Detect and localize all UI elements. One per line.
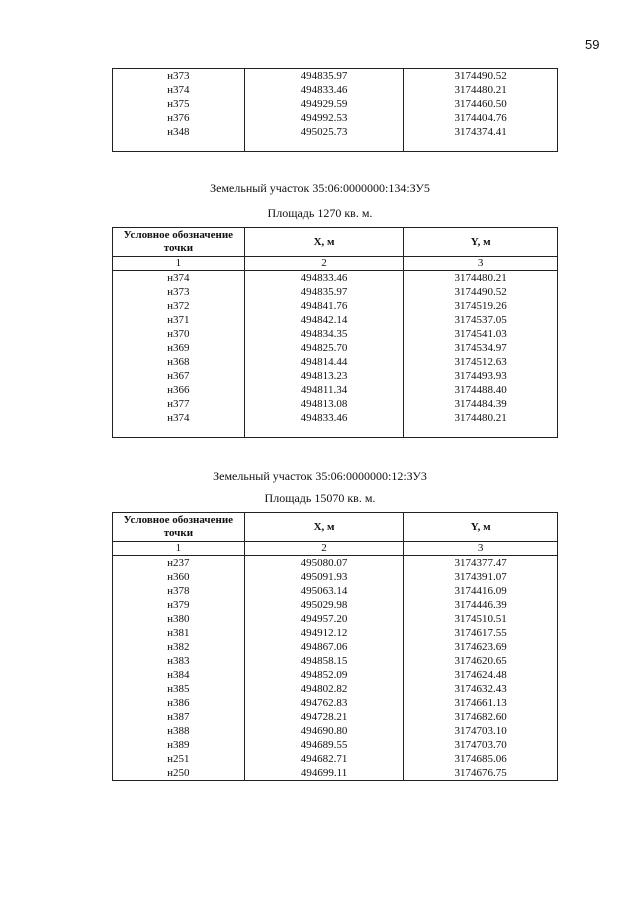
x-coordinate-cell: 494811.34 <box>244 383 404 397</box>
x-coordinate-cell: 494852.09 <box>244 668 404 682</box>
table-row <box>113 299 558 313</box>
point-id-cell: н386 <box>113 696 245 710</box>
y-coordinate-cell: 3174534.97 <box>404 341 558 355</box>
x-coordinate-cell: 494841.76 <box>244 299 404 313</box>
x-coordinate-cell: 495029.98 <box>244 598 404 612</box>
y-coordinate-cell: 3174377.47 <box>404 556 558 571</box>
y-coordinate-cell: 3174703.10 <box>404 724 558 738</box>
point-id-cell: н377 <box>113 397 245 411</box>
y-coordinate-cell: 3174490.52 <box>404 69 558 84</box>
x-coordinate-cell: 494957.20 <box>244 612 404 626</box>
column-number: 1 <box>113 257 245 271</box>
point-id-cell: н378 <box>113 584 245 598</box>
empty-row <box>113 139 558 152</box>
point-id-cell: н373 <box>113 285 245 299</box>
x-coordinate-cell: 494858.15 <box>244 654 404 668</box>
y-coordinate-cell: 3174661.13 <box>404 696 558 710</box>
table-row <box>113 313 558 327</box>
y-coordinate-cell: 3174682.60 <box>404 710 558 724</box>
x-coordinate-cell: 494802.82 <box>244 682 404 696</box>
y-coordinate-cell: 3174685.06 <box>404 752 558 766</box>
table-row <box>113 111 558 125</box>
y-coordinate-cell: 3174460.50 <box>404 97 558 111</box>
header-x: X, м <box>244 228 404 257</box>
table-body <box>113 271 558 438</box>
x-coordinate-cell: 494814.44 <box>244 355 404 369</box>
x-coordinate-cell: 495080.07 <box>244 556 404 571</box>
y-coordinate-cell: 3174617.55 <box>404 626 558 640</box>
table-row <box>113 710 558 724</box>
parcel-area: Площадь 15070 кв. м. <box>264 491 376 505</box>
empty-cell <box>113 425 245 438</box>
y-coordinate-cell: 3174676.75 <box>404 766 558 781</box>
table-row <box>113 355 558 369</box>
x-coordinate-cell: 495025.73 <box>244 125 404 139</box>
coordinates-table <box>112 512 558 781</box>
x-coordinate-cell: 494835.97 <box>244 69 404 84</box>
x-coordinate-cell: 494825.70 <box>244 341 404 355</box>
table-row <box>113 626 558 640</box>
point-id-cell: н381 <box>113 626 245 640</box>
table-row <box>113 598 558 612</box>
table-row <box>113 69 558 84</box>
y-coordinate-cell: 3174537.05 <box>404 313 558 327</box>
point-id-cell: н385 <box>113 682 245 696</box>
y-coordinate-cell: 3174519.26 <box>404 299 558 313</box>
table-body <box>113 69 558 152</box>
table-row <box>113 125 558 139</box>
y-coordinate-cell: 3174541.03 <box>404 327 558 341</box>
table-row <box>113 738 558 752</box>
point-id-cell: н237 <box>113 556 245 571</box>
y-coordinate-cell: 3174490.52 <box>404 285 558 299</box>
empty-cell <box>404 139 558 152</box>
coordinates-table-continued <box>112 68 558 152</box>
column-number: 3 <box>404 542 558 556</box>
point-id-cell: н375 <box>113 97 245 111</box>
point-id-cell: н376 <box>113 111 245 125</box>
point-id-cell: н384 <box>113 668 245 682</box>
y-coordinate-cell: 3174480.21 <box>404 411 558 425</box>
y-coordinate-cell: 3174512.63 <box>404 355 558 369</box>
table-row <box>113 83 558 97</box>
x-coordinate-cell: 494689.55 <box>244 738 404 752</box>
table-row <box>113 97 558 111</box>
parcel-area: Площадь 1270 кв. м. <box>267 206 373 220</box>
empty-cell <box>113 139 245 152</box>
x-coordinate-cell: 494833.46 <box>244 271 404 286</box>
x-coordinate-cell: 494833.46 <box>244 83 404 97</box>
table-row <box>113 285 558 299</box>
point-id-cell: н388 <box>113 724 245 738</box>
point-id-cell: н348 <box>113 125 245 139</box>
x-coordinate-cell: 494762.83 <box>244 696 404 710</box>
x-coordinate-cell: 494813.08 <box>244 397 404 411</box>
empty-cell <box>244 139 404 152</box>
point-id-cell: н382 <box>113 640 245 654</box>
y-coordinate-cell: 3174703.70 <box>404 738 558 752</box>
table-row <box>113 327 558 341</box>
x-coordinate-cell: 494833.46 <box>244 411 404 425</box>
point-id-cell: н379 <box>113 598 245 612</box>
table-row <box>113 668 558 682</box>
table-row <box>113 369 558 383</box>
y-coordinate-cell: 3174416.09 <box>404 584 558 598</box>
y-coordinate-cell: 3174623.69 <box>404 640 558 654</box>
x-coordinate-cell: 494834.35 <box>244 327 404 341</box>
point-id-cell: н250 <box>113 766 245 781</box>
point-id-cell: н380 <box>113 612 245 626</box>
table-row <box>113 682 558 696</box>
column-number: 2 <box>244 542 404 556</box>
page-number: 59 <box>585 37 600 52</box>
y-coordinate-cell: 3174493.93 <box>404 369 558 383</box>
point-id-cell: н373 <box>113 69 245 84</box>
y-coordinate-cell: 3174510.51 <box>404 612 558 626</box>
point-id-cell: н389 <box>113 738 245 752</box>
y-coordinate-cell: 3174484.39 <box>404 397 558 411</box>
point-id-cell: н360 <box>113 570 245 584</box>
x-coordinate-cell: 494690.80 <box>244 724 404 738</box>
point-id-cell: н374 <box>113 83 245 97</box>
table-body <box>113 556 558 781</box>
x-coordinate-cell: 494682.71 <box>244 752 404 766</box>
parcel-title: Земельный участок 35:06:0000000:12:ЗУ3 <box>213 469 427 483</box>
y-coordinate-cell: 3174620.65 <box>404 654 558 668</box>
x-coordinate-cell: 494699.11 <box>244 766 404 781</box>
header-y: Y, м <box>404 513 558 542</box>
header-point: Условное обозначение точки <box>113 513 245 542</box>
y-coordinate-cell: 3174480.21 <box>404 83 558 97</box>
x-coordinate-cell: 495063.14 <box>244 584 404 598</box>
table-row <box>113 271 558 286</box>
point-id-cell: н367 <box>113 369 245 383</box>
point-id-cell: н387 <box>113 710 245 724</box>
table-row <box>113 640 558 654</box>
table-row <box>113 612 558 626</box>
point-id-cell: н251 <box>113 752 245 766</box>
x-coordinate-cell: 495091.93 <box>244 570 404 584</box>
x-coordinate-cell: 494813.23 <box>244 369 404 383</box>
empty-cell <box>244 425 404 438</box>
table-row <box>113 766 558 781</box>
table-row <box>113 654 558 668</box>
column-number: 2 <box>244 257 404 271</box>
x-coordinate-cell: 494992.53 <box>244 111 404 125</box>
x-coordinate-cell: 494842.14 <box>244 313 404 327</box>
table-row <box>113 383 558 397</box>
table-row <box>113 341 558 355</box>
coordinates-table <box>112 227 558 438</box>
column-number: 1 <box>113 542 245 556</box>
table-row <box>113 584 558 598</box>
point-id-cell: н372 <box>113 299 245 313</box>
y-coordinate-cell: 3174624.48 <box>404 668 558 682</box>
x-coordinate-cell: 494912.12 <box>244 626 404 640</box>
y-coordinate-cell: 3174632.43 <box>404 682 558 696</box>
x-coordinate-cell: 494867.06 <box>244 640 404 654</box>
y-coordinate-cell: 3174488.40 <box>404 383 558 397</box>
point-id-cell: н370 <box>113 327 245 341</box>
table-row <box>113 570 558 584</box>
y-coordinate-cell: 3174404.76 <box>404 111 558 125</box>
table-row <box>113 556 558 571</box>
point-id-cell: н383 <box>113 654 245 668</box>
table-row <box>113 724 558 738</box>
x-coordinate-cell: 494728.21 <box>244 710 404 724</box>
empty-cell <box>404 425 558 438</box>
header-x: X, м <box>244 513 404 542</box>
empty-row <box>113 425 558 438</box>
point-id-cell: н374 <box>113 271 245 286</box>
table-row <box>113 397 558 411</box>
y-coordinate-cell: 3174446.39 <box>404 598 558 612</box>
header-y: Y, м <box>404 228 558 257</box>
column-number: 3 <box>404 257 558 271</box>
point-id-cell: н369 <box>113 341 245 355</box>
y-coordinate-cell: 3174391.07 <box>404 570 558 584</box>
point-id-cell: н366 <box>113 383 245 397</box>
table-row <box>113 696 558 710</box>
table-row <box>113 752 558 766</box>
point-id-cell: н374 <box>113 411 245 425</box>
table-row <box>113 411 558 425</box>
parcel-title: Земельный участок 35:06:0000000:134:ЗУ5 <box>210 181 430 195</box>
point-id-cell: н371 <box>113 313 245 327</box>
y-coordinate-cell: 3174374.41 <box>404 125 558 139</box>
x-coordinate-cell: 494929.59 <box>244 97 404 111</box>
y-coordinate-cell: 3174480.21 <box>404 271 558 286</box>
point-id-cell: н368 <box>113 355 245 369</box>
header-point: Условное обозначение точки <box>113 228 245 257</box>
x-coordinate-cell: 494835.97 <box>244 285 404 299</box>
